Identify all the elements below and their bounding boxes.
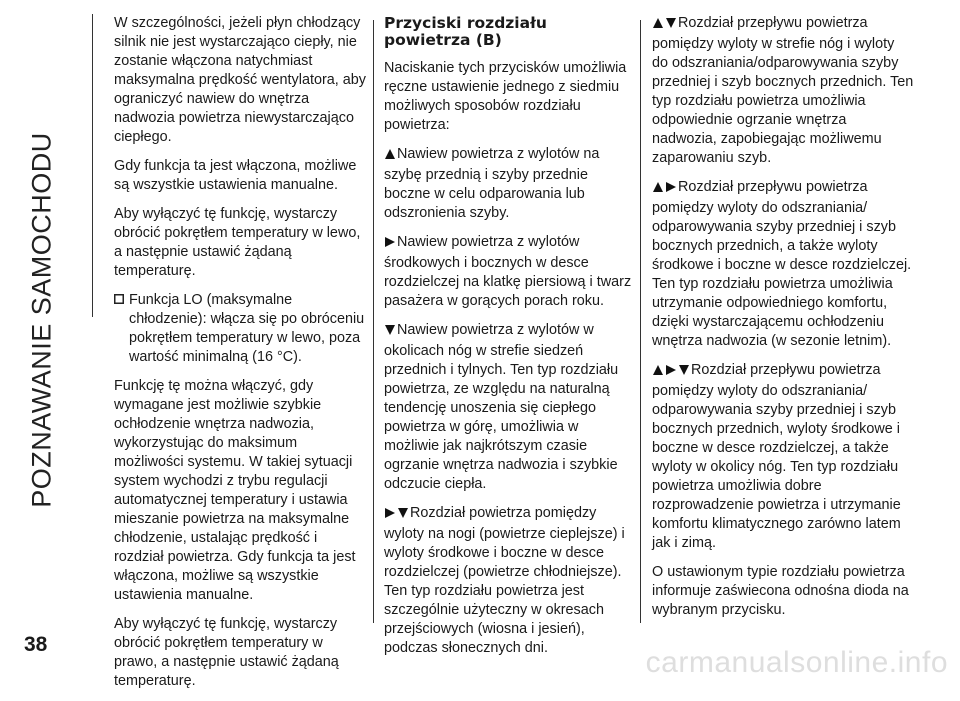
section-title-rule xyxy=(92,14,93,317)
airflow-mode-text: Rozdział przepływu powietrza pomiędzy wyloty do odszraniania/ odparowywania szyby przedniej i szyb bocznych przednich, a także wyloty środkowe i boczne w desce rozdzielczej. Ten typ rozdziału powietrza umożliwia utrzymanie odpowiedniego komfortu, dzięki wystarczającemu ochłodzeniu wnętrza nadwozia (w sezonie letnim). xyxy=(652,179,912,349)
airflow-mode-item xyxy=(384,233,634,311)
paragraph: O ustawionym typie rozdziału powietrza informuje zaświecona odnośna dioda na wybranym przycisku. xyxy=(652,564,909,618)
paragraph: Aby wyłączyć tę funkcję, wystarczy obrócić pokrętłem temperatury w prawo, a następnie ustawić żądaną temperaturę. xyxy=(114,616,339,689)
arrow-down-icon xyxy=(397,506,409,525)
arrow-right-icon xyxy=(384,235,396,254)
column-divider xyxy=(373,20,374,623)
airflow-mode-item xyxy=(652,14,914,168)
airflow-mode-item xyxy=(384,145,634,223)
airflow-mode-text: Rozdział powietrza pomiędzy wyloty na nogi (powietrze cieplejsze) i wyloty środkowe i boczne w desce rozdzielczej (powietrze chłodniejsze). Ten typ rozdziału powietrza jest szczególnie użyteczny w okresach przejściowych (wiosna i jesień), podczas słonecznych dni. xyxy=(384,505,625,656)
airflow-mode-item xyxy=(384,321,634,494)
paragraph: Funkcję tę można włączyć, gdy wymagane jest możliwie szybkie ochłodzenie wnętrza nadwozia, wykorzystując do maksimum możliwości systemu. W takiej sytuacji system wychodzi z trybu regulacji automatycznej temperatury i ustawia mieszanie powietrza na maksymalne chłodzenie, ustalając prędkość i rozdział powietrza. Gdy funkcja ta jest włączona, możliwe są wszystkie ustawienia manualne. xyxy=(114,378,356,603)
paragraph: Aby wyłączyć tę funkcję, wystarczy obrócić pokrętłem temperatury w lewo, a następnie ustawić żądaną temperaturę. xyxy=(114,206,361,279)
airflow-mode-item xyxy=(384,504,634,658)
arrow-down-icon xyxy=(678,363,690,382)
paragraph: Gdy funkcja ta jest włączona, możliwe są wszystkie ustawienia manualne. xyxy=(114,158,357,193)
column-3 xyxy=(652,14,914,630)
column-1 xyxy=(114,14,366,701)
page-number: 38 xyxy=(24,633,48,656)
arrow-down-icon xyxy=(384,323,396,342)
arrow-up-icon xyxy=(652,16,664,35)
arrow-right-icon xyxy=(665,363,677,382)
arrow-up-icon xyxy=(384,147,396,166)
airflow-mode-text: Rozdział przepływu powietrza pomiędzy wyloty do odszraniania/ odparowywania szyby przedniej i szyb bocznych przednich, wyloty środkowe i boczne w desce rozdzielczej, a także wyloty w okolicy nóg. Ten typ rozdziału powietrza umożliwia dobre rozprowadzenie powietrza i utrzymanie komfortu klimatycznego zarówno latem jak i zimą. xyxy=(652,362,901,551)
watermark: carmanualsonline.info xyxy=(645,646,948,679)
paragraph: W szczególności, jeżeli płyn chłodzący silnik nie jest wystarczająco ciepły, nie zostanie włączona natychmiast maksymalna prędkość wentylatora, aby ograniczyć nawiew do wnętrza nadwozia powietrza niewystarczająco ciepłego. xyxy=(114,15,366,145)
column-divider xyxy=(640,20,641,623)
paragraph: Naciskanie tych przycisków umożliwia ręczne ustawienie jednego z siedmiu możliwych sposobów rozdziału powietrza: xyxy=(384,60,627,133)
arrow-right-icon xyxy=(665,180,677,199)
airflow-mode-text: Nawiew powietrza z wylotów na szybę przednią i szyby przednie boczne w celu odparowania lub odszronienia szyby. xyxy=(384,146,600,221)
airflow-mode-text: Nawiew powietrza z wylotów w okolicach nóg w strefie siedzeń przednich i tylnych. Ten typ rozdziału powietrza, ze względu na naturalną tendencję unoszenia się ciepłego powietrza w górę, umożliwia w możliwie jak najkrótszym czasie ogrzanie wnętrza nadwozia i szybkie odczucie ciepła. xyxy=(384,322,619,492)
arrow-up-icon xyxy=(652,180,664,199)
airflow-mode-item xyxy=(652,361,914,553)
note-text: Funkcja LO (maksymalne chłodzenie): włącza się po obróceniu pokrętłem temperatury w lewo, poza wartość minimalną (16 °C). xyxy=(129,292,365,365)
section-heading: Przyciski rozdziału powietrza (B) xyxy=(384,14,547,49)
section-title: POZNAWANIE SAMOCHODU xyxy=(26,132,57,508)
arrow-down-icon xyxy=(665,16,677,35)
airflow-mode-item xyxy=(652,178,914,351)
arrow-up-icon xyxy=(652,363,664,382)
column-2 xyxy=(384,14,634,668)
airflow-mode-text: Rozdział przepływu powietrza pomiędzy wyloty w strefie nóg i wyloty do odszraniania/odparowywania szyby przedniej i szyb bocznych przednich. Ten typ rozdziału powietrza umożliwia odpowiednie ogrzanie wnętrza nadwozia, zapobiegając możliwemu zaparowaniu szyb. xyxy=(652,15,914,166)
airflow-mode-text: Nawiew powietrza z wylotów środkowych i bocznych w desce rozdzielczej na klatkę piersiową i twarz pasażera w gorących porach roku. xyxy=(384,234,632,309)
note xyxy=(114,291,366,367)
arrow-right-icon xyxy=(384,506,396,525)
square-bullet-icon xyxy=(114,291,129,367)
